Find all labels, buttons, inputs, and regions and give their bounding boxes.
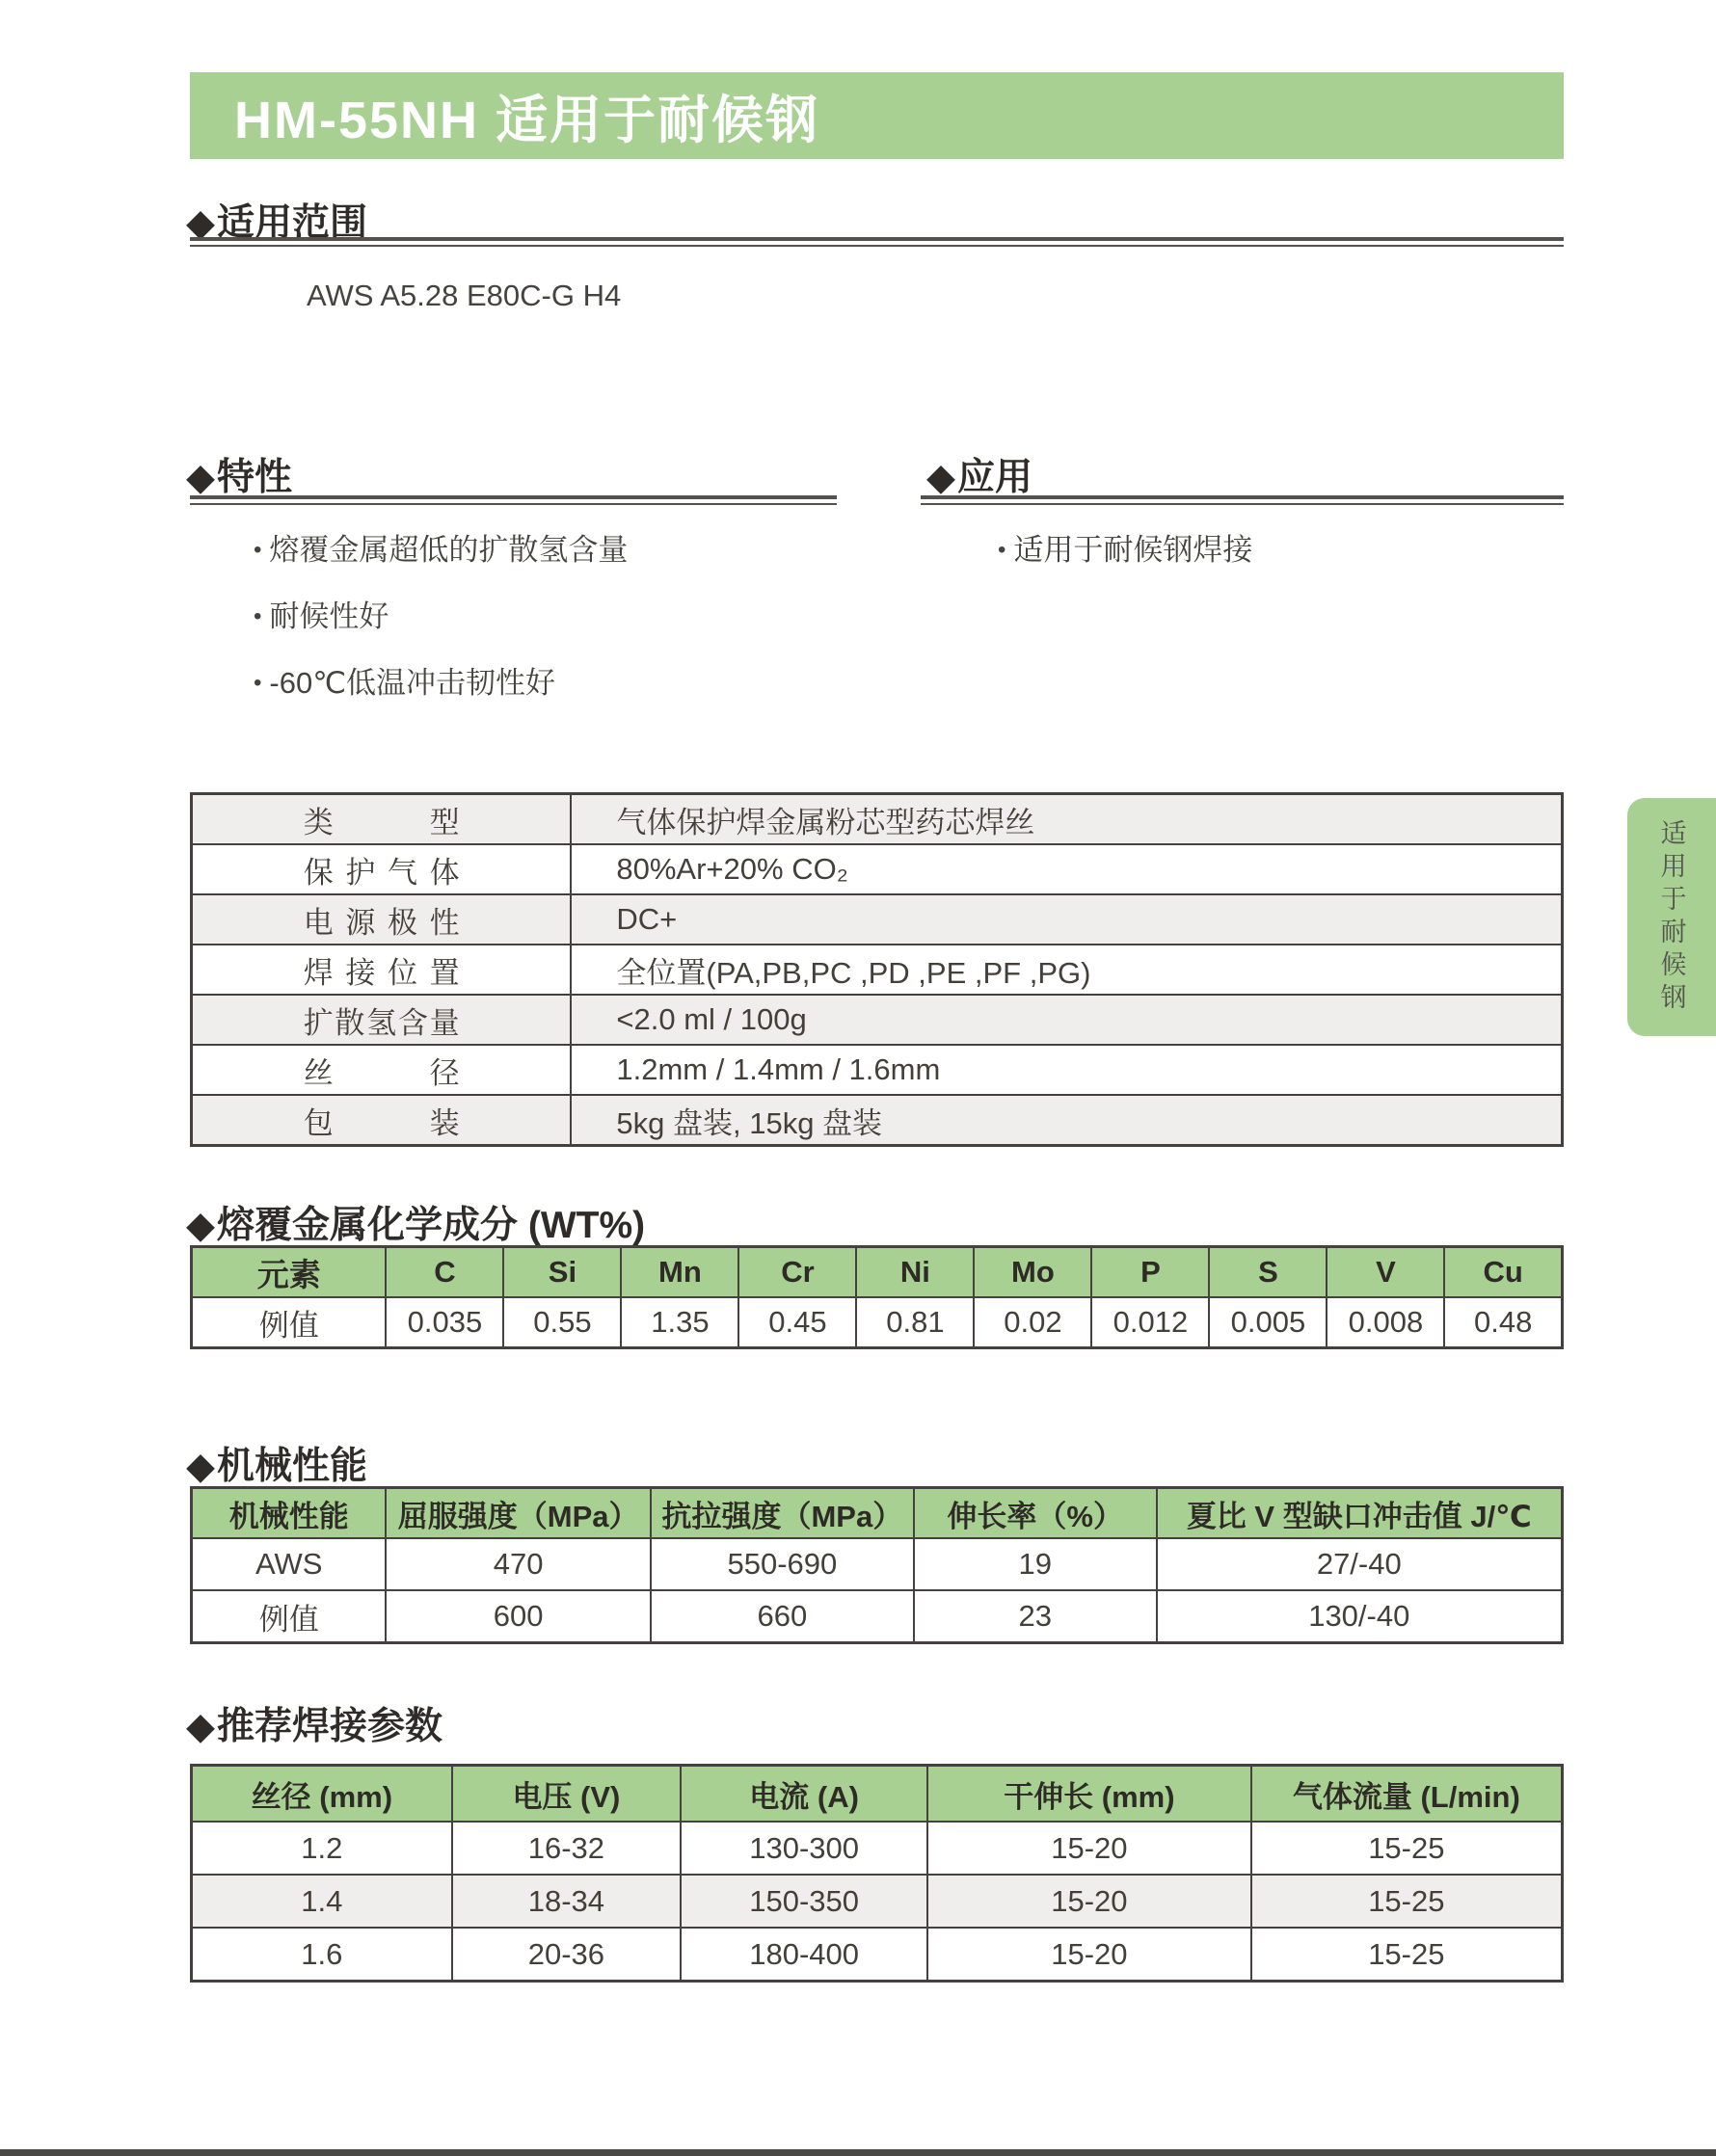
table-cell: 气体保护焊金属粉芯型药芯焊丝 — [571, 794, 1562, 845]
table-cell: DC+ — [571, 894, 1562, 945]
diamond-icon: ◆ — [186, 457, 215, 498]
table-header-row — [192, 1247, 1563, 1298]
column-header: 干伸长 (mm) — [927, 1766, 1251, 1823]
bullet-item: • -60℃低温冲击韧性好 — [254, 652, 628, 718]
bullet-item: • 耐候性好 — [254, 585, 628, 652]
table-row — [192, 1045, 1563, 1095]
application-list — [998, 519, 1252, 585]
table-cell: 470 — [386, 1538, 650, 1590]
table-row — [192, 894, 1563, 945]
table-cell: 23 — [914, 1590, 1157, 1643]
table-cell: 0.008 — [1327, 1297, 1444, 1348]
table-cell: 例值 — [192, 1297, 387, 1348]
chemical-composition-table — [190, 1245, 1564, 1349]
table-cell: 550-690 — [651, 1538, 914, 1590]
table-cell: 660 — [651, 1590, 914, 1643]
table-cell: 0.035 — [386, 1297, 503, 1348]
product-title: HM-55NH 适用于耐候钢 — [234, 91, 820, 149]
section-heading-application-label: 应用 — [957, 457, 1033, 498]
table-cell: 5kg 盘装, 15kg 盘装 — [571, 1095, 1562, 1146]
table-cell: 1.2 — [192, 1822, 452, 1875]
table-cell: AWS — [192, 1538, 387, 1590]
table-cell: 保护气体 — [192, 844, 572, 894]
heading-rule — [190, 237, 1564, 247]
table-cell: 1.4 — [192, 1875, 452, 1928]
column-header: Mn — [621, 1247, 738, 1298]
table-cell: 15-25 — [1251, 1928, 1563, 1982]
section-heading-features — [186, 447, 292, 501]
table-cell: 150-350 — [681, 1875, 927, 1928]
column-header: 气体流量 (L/min) — [1251, 1766, 1563, 1823]
mechanical-properties-table — [190, 1486, 1564, 1644]
table-cell: 0.55 — [503, 1297, 621, 1348]
table-cell: 15-25 — [1251, 1875, 1563, 1928]
table-cell: 18-34 — [452, 1875, 681, 1928]
column-header: 电流 (A) — [681, 1766, 927, 1823]
column-header: 丝径 (mm) — [192, 1766, 452, 1823]
table-cell: 1.2mm / 1.4mm / 1.6mm — [571, 1045, 1562, 1095]
table-cell: 扩散氢含量 — [192, 995, 572, 1045]
section-heading-chemistry-label: 熔覆金属化学成分 (WT%) — [217, 1205, 646, 1246]
column-header: Cu — [1444, 1247, 1562, 1298]
table-cell: 丝径 — [192, 1045, 572, 1095]
table-cell: 180-400 — [681, 1928, 927, 1982]
heading-rule — [190, 495, 837, 505]
table-row — [192, 1590, 1563, 1643]
spec-table — [190, 792, 1564, 1147]
table-cell: 0.005 — [1209, 1297, 1327, 1348]
side-tab-label: 适用于耐候钢 — [1656, 818, 1686, 1016]
table-row — [192, 945, 1563, 995]
table-cell: 15-25 — [1251, 1822, 1563, 1875]
table-row — [192, 1875, 1563, 1928]
table-cell: 15-20 — [927, 1822, 1251, 1875]
product-banner — [190, 72, 1564, 159]
welding-parameters-table — [190, 1764, 1564, 1983]
table-cell: 例值 — [192, 1590, 387, 1643]
column-header: 夏比 V 型缺口冲击值 J/℃ — [1157, 1488, 1563, 1539]
section-heading-application — [926, 447, 1032, 501]
section-heading-features-label: 特性 — [217, 457, 293, 498]
table-header-row — [192, 1766, 1563, 1823]
table-row — [192, 995, 1563, 1045]
column-header: 伸长率（%） — [914, 1488, 1157, 1539]
table-cell: 1.35 — [621, 1297, 738, 1348]
side-tab — [1627, 798, 1716, 1036]
table-cell: 15-20 — [927, 1928, 1251, 1982]
column-header: 电压 (V) — [452, 1766, 681, 1823]
features-list — [254, 519, 628, 718]
table-cell: <2.0 ml / 100g — [571, 995, 1562, 1045]
table-cell: 15-20 — [927, 1875, 1251, 1928]
column-header: Cr — [738, 1247, 856, 1298]
table-cell: 19 — [914, 1538, 1157, 1590]
table-cell: 600 — [386, 1590, 650, 1643]
section-heading-mechanical — [186, 1436, 367, 1490]
footer-rule — [0, 2149, 1716, 2156]
table-cell: 1.6 — [192, 1928, 452, 1982]
diamond-icon: ◆ — [926, 457, 955, 498]
table-row — [192, 1095, 1563, 1146]
section-heading-mechanical-label: 机械性能 — [217, 1446, 368, 1487]
table-row — [192, 1538, 1563, 1590]
diamond-icon: ◆ — [186, 1446, 215, 1487]
table-row — [192, 1928, 1563, 1982]
section-heading-welding-label: 推荐焊接参数 — [217, 1706, 443, 1747]
column-header: Ni — [856, 1247, 974, 1298]
diamond-icon: ◆ — [186, 202, 215, 244]
column-header: 抗拉强度（MPa） — [651, 1488, 914, 1539]
table-cell: 0.48 — [1444, 1297, 1562, 1348]
column-header: S — [1209, 1247, 1327, 1298]
table-row — [192, 844, 1563, 894]
table-cell: 0.45 — [738, 1297, 856, 1348]
bullet-item: • 熔覆金属超低的扩散氢含量 — [254, 519, 628, 585]
table-row — [192, 1297, 1563, 1348]
table-header-row — [192, 1488, 1563, 1539]
table-cell: 0.02 — [974, 1297, 1091, 1348]
table-cell: 包装 — [192, 1095, 572, 1146]
diamond-icon: ◆ — [186, 1205, 215, 1246]
table-cell: 类型 — [192, 794, 572, 845]
table-cell: 27/-40 — [1157, 1538, 1563, 1590]
column-header: 屈服强度（MPa） — [386, 1488, 650, 1539]
table-cell: 130/-40 — [1157, 1590, 1563, 1643]
section-heading-welding — [186, 1696, 442, 1750]
table-cell: 0.81 — [856, 1297, 974, 1348]
column-header: 机械性能 — [192, 1488, 387, 1539]
column-header: V — [1327, 1247, 1444, 1298]
column-header: Si — [503, 1247, 621, 1298]
table-cell: 80%Ar+20% CO₂ — [571, 844, 1562, 894]
column-header: P — [1091, 1247, 1209, 1298]
table-cell: 16-32 — [452, 1822, 681, 1875]
aws-classification: AWS A5.28 E80C-G H4 — [307, 279, 622, 312]
table-cell: 焊接位置 — [192, 945, 572, 995]
table-cell: 130-300 — [681, 1822, 927, 1875]
table-cell: 电源极性 — [192, 894, 572, 945]
section-heading-scope-label: 适用范围 — [217, 202, 368, 244]
bullet-item: • 适用于耐候钢焊接 — [998, 519, 1252, 585]
table-row — [192, 794, 1563, 845]
column-header: C — [386, 1247, 503, 1298]
heading-rule — [921, 495, 1564, 505]
column-header: Mo — [974, 1247, 1091, 1298]
table-cell: 0.012 — [1091, 1297, 1209, 1348]
column-header: 元素 — [192, 1247, 387, 1298]
section-heading-chemistry — [186, 1195, 645, 1249]
diamond-icon: ◆ — [186, 1706, 215, 1747]
table-cell: 全位置(PA,PB,PC ,PD ,PE ,PF ,PG) — [571, 945, 1562, 995]
table-row — [192, 1822, 1563, 1875]
table-cell: 20-36 — [452, 1928, 681, 1982]
